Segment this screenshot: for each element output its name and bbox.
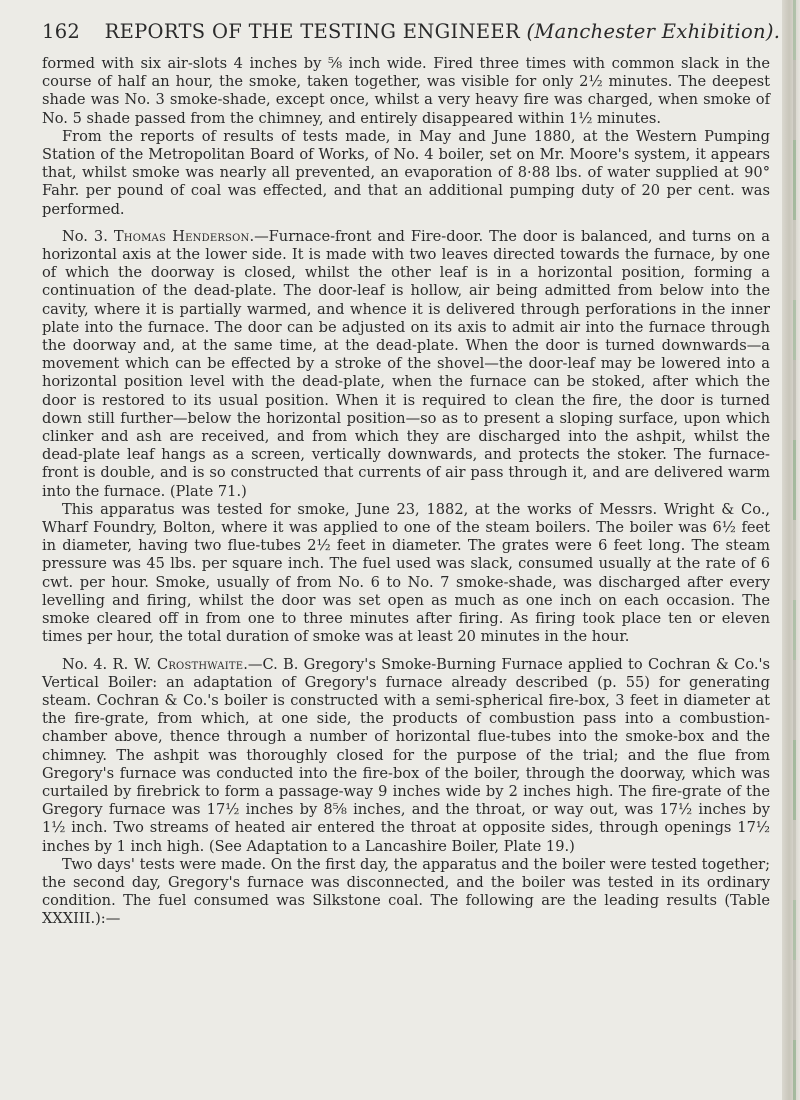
- entry-text: .—C. B. Gregory's Smoke-Burning Furnace applied to Cochran & Co.'s Vertical Boiler: an adaptation of Gregory's furnace already described (p. 55) for generating steam. Cochran & Co.'s boiler is constructed with a semi-spherical fire-box, 3 feet in diameter at the fire-grate, from which, at one side, the products of combustion pass into a combustion-chamber above, thence through a number of horizontal flue-tubes into the smoke-box and the chimney. The ashpit was thoroughly closed for the purpose of the trial; and the flue from Gregory's furnace was conducted into the fire-box of the boiler, through the doorway, which was curtailed by firebrick to form a passage-way 9 inches wide by 2 inches high. The fire-grate of the Gregory furnace was 17½ inches by 8⅝ inches, and the throat, or way out, was 17½ inches by 1½ inch. Two streams of heated air entered the throat at opposite sides, through openings 17½ inches by 1 inch high. (See Adaptation to a Lancashire Boiler, Plate 19.): [42, 655, 770, 855]
- entry-number: No. 4.: [62, 655, 113, 673]
- entry-number: No. 3.: [62, 227, 114, 245]
- header-subtitle: (Manchester Exhibition).: [526, 20, 781, 43]
- header-title: REPORTS OF THE TESTING ENGINEER: [104, 20, 520, 43]
- paragraph-entry-no4: [42, 656, 770, 856]
- exhibitor-name: R. W. Crosthwaite: [112, 655, 244, 673]
- exhibitor-name: Thomas Henderson: [113, 227, 250, 245]
- body-text: [42, 55, 770, 929]
- paragraph: This apparatus was tested for smoke, June 23, 1882, at the works of Messrs. Wright & Co., Wharf Foundry, Bolton, where it was applied to one of the steam boilers. The boiler was 6½ feet in diameter, having two flue-tubes 2½ feet in diameter. The grates were 6 feet long. The steam pressure was 45 lbs. per square inch. The fuel used was slack, consumed usually at the rate of 6 cwt. per hour. Smoke, usually of from No. 6 to No. 7 smoke-shade, was discharged after every levelling and firing, whilst the door was set open as much as one inch on each occasion. The smoke cleared off in from one to three minutes after firing. As firing took place ten or eleven times per hour, the total duration of smoke was at least 20 minutes in the hour.: [42, 500, 770, 646]
- paragraph: formed with six air-slots 4 inches by ⅝ inch wide. Fired three times with common slack in the course of half an hour, the smoke, taken together, was visible for only 2½ minutes. The deepest shade was No. 3 smoke-shade, except once, whilst a very heavy fire was charged, when smoke of No. 5 shade passed from the chimney, and entirely disappeared within 1½ minutes.: [42, 55, 770, 127]
- running-header: [42, 20, 781, 43]
- page-number: 162: [42, 20, 81, 43]
- paragraph: Two days' tests were made. On the first day, the apparatus and the boiler were tested together; the second day, Gregory's furnace was disconnected, and the boiler was tested in its ordinary condition. The fuel consumed was Silkstone coal. The following are the leading results (Table XXXIII.):—: [42, 855, 770, 928]
- paragraph: From the reports of results of tests made, in May and June 1880, at the Western Pumping Station of the Metropolitan Board of Works, of No. 4 boiler, set on Mr. Moore's system, it appears that, whilst smoke was nearly all prevented, an evaporation of 8·88 lbs. of water supplied at 90° Fahr. per pound of coal was effected, and that an additional pumping duty of 20 per cent. was performed.: [42, 127, 770, 218]
- page-edge: [782, 0, 800, 1100]
- entry-text: .—Furnace-front and Fire-door. The door is balanced, and turns on a horizontal axis at the lower side. It is made with two leaves directed towards the furnace, by one of which the doorway is closed, whilst the other leaf is in a horizontal position, forming a continuation of the dead-plate. The door-leaf is hollow, air being admitted from below into the cavity, where it is partially warmed, and whence it is delivered through perforations in the inner plate into the furnace. The door can be adjusted on its axis to admit air into the furnace through the doorway and, at the same time, at the dead-plate. When the door is turned downwards—a movement which can be effected by a stroke of the shovel—the door-leaf may be lowered into a horizontal position level with the dead-plate, when the furnace can be stoked, after which the door is restored to its usual position. When it is required to clean the fire, the door is turned down still further—below the horizontal position—so as to present a sloping surface, upon which clinker and ash are received, and from which they are discharged into the ashpit, whilst the dead-plate leaf hangs as a screen, vertically downwards, and protects the stoker. The furnace-front is double, and is so constructed that currents of air pass through it, and are delivered warm into the furnace. (Plate 71.): [42, 227, 771, 500]
- paragraph-entry-no3: [42, 228, 770, 501]
